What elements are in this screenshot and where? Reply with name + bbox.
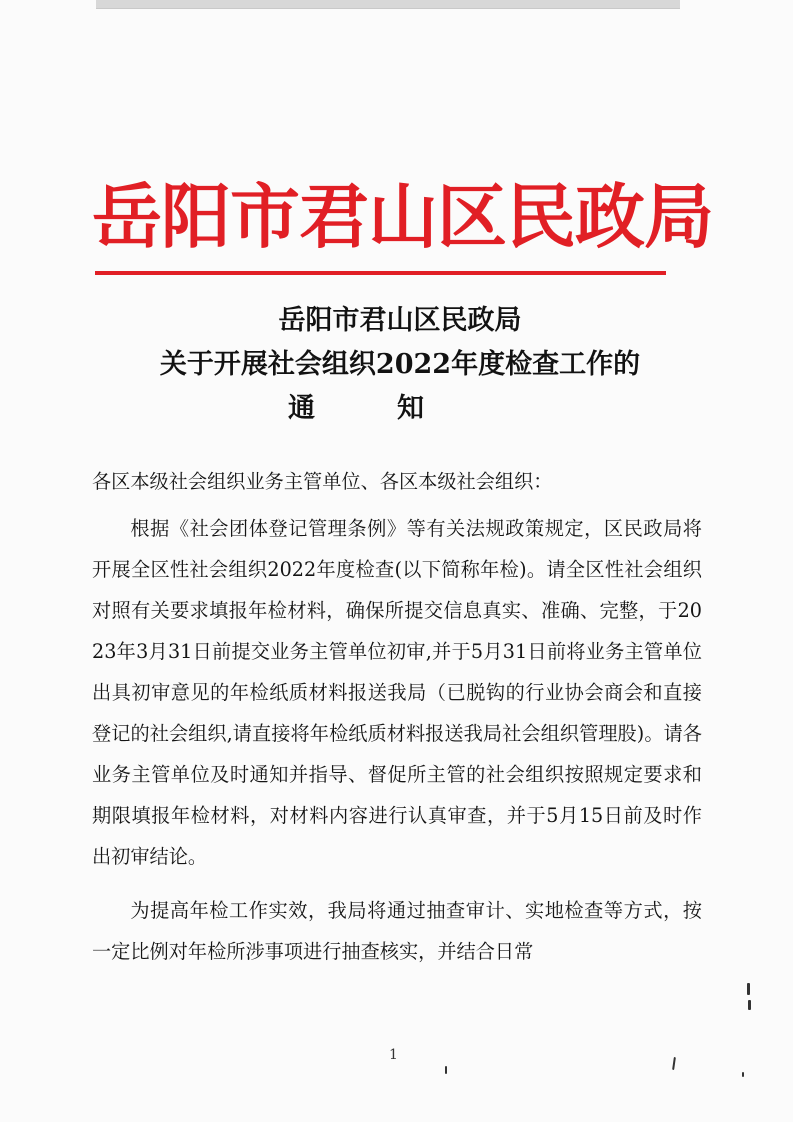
scan-mark <box>672 1057 676 1070</box>
title-line-1: 岳阳市君山区民政局 <box>278 305 522 336</box>
title-line-3: 通知 <box>288 393 506 424</box>
body-paragraph-2: 为提高年检工作实效，我局将通过抽查审计、实地检查等方式，按一定比例对年检所涉事项进行抽查核实，并结合日常 <box>92 899 702 963</box>
scan-mark <box>742 1072 744 1077</box>
page-number: 1 <box>389 1047 398 1063</box>
scan-mark <box>445 1066 447 1074</box>
scan-edge-tab <box>96 0 680 9</box>
letterhead-agency-name: 岳阳市君山区民政局 <box>92 175 713 258</box>
letterhead-red-rule <box>95 271 666 275</box>
scan-mark <box>748 1000 751 1010</box>
document-body <box>92 508 702 972</box>
scan-mark <box>747 983 750 995</box>
salutation: 各区本级社会组织业务主管单位、各区本级社会组织： <box>92 470 553 493</box>
document-title <box>100 299 700 431</box>
title-line-2: 关于开展社会组织2022年度检查工作的 <box>159 349 641 380</box>
body-paragraph-1: 根据《社会团体登记管理条例》等有关法规政策规定，区民政局将开展全区性社会组织2022年度检查(以下简称年检)。请全区性社会组织对照有关要求填报年检材料，确保所提交信息真实、准确、完整，于2023年3月31日前提交业务主管单位初审,并于5月31日前将业务主管单位出具初审意见的年检纸质材料报送我局（已脱钩的行业协会商会和直接登记的社会组织,请直接将年检纸质材料报送我局社会组织管理股)。请各业务主管单位及时通知并指导、督促所主管的社会组织按照规定要求和期限填报年检材料，对材料内容进行认真审查，并于5月15日前及时作出初审结论。 <box>92 517 702 868</box>
